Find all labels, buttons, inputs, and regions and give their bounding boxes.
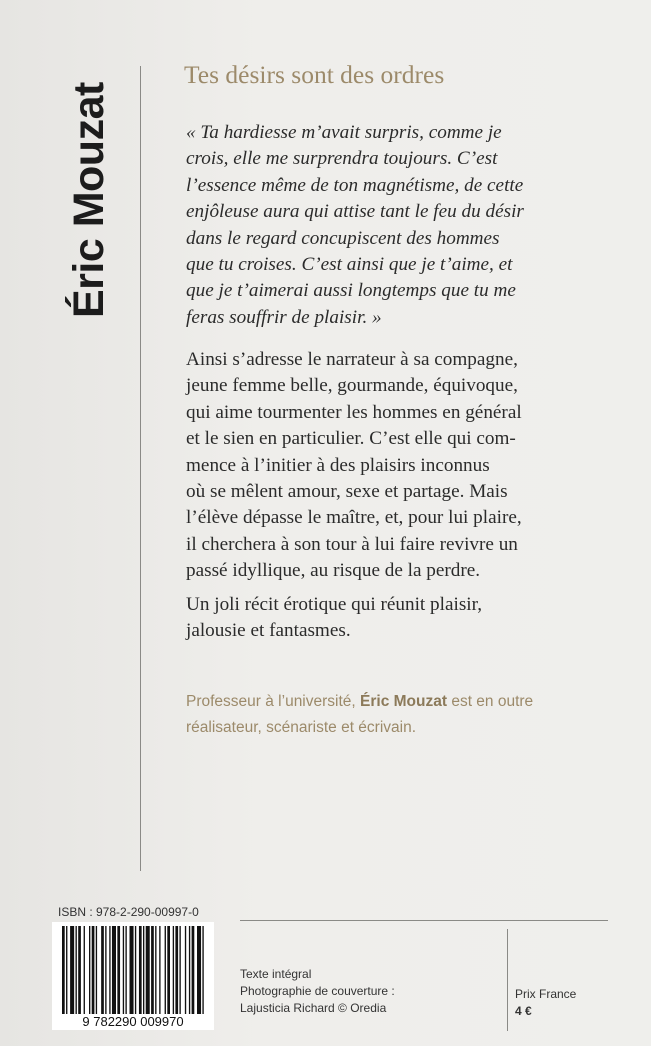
bio-prefix: Professeur à l’université, <box>186 693 361 710</box>
quote-line: l’essence même de ton magnétisme, de cette <box>186 174 524 196</box>
bio-line-2: réalisateur, scénariste et écrivain. <box>186 719 417 736</box>
summary-line: qui aime tourmenter les hommes en général <box>186 401 522 423</box>
price-block <box>515 986 576 1020</box>
credits <box>240 966 395 1017</box>
credits-line: Photographie de couverture : <box>240 984 395 998</box>
tagline-paragraph <box>186 592 616 645</box>
author-name-vertical: Éric Mouzat <box>65 82 113 318</box>
price-amount: 4 € <box>515 1004 532 1018</box>
tagline-line: jalousie et fantasmes. <box>186 620 351 642</box>
summary-line: passé idyllique, au risque de la perdre. <box>186 560 481 582</box>
quote-line: que je t’aimerai aussi longtemps que tu me <box>186 280 516 302</box>
summary-paragraph <box>186 347 616 585</box>
bio-suffix: est en outre <box>447 693 534 710</box>
barcode <box>52 922 214 1030</box>
summary-line: où se mêlent amour, sexe et partage. Mais <box>186 481 508 503</box>
quote-line: enjôleuse aura qui attise tant le feu du désir <box>186 201 524 223</box>
summary-line: Ainsi s’adresse le narrateur à sa compagne, <box>186 349 518 370</box>
summary-line: jeune femme belle, gourmande, équivoque, <box>186 375 518 397</box>
summary-line: mence à l’initier à des plaisirs inconnus <box>186 454 490 476</box>
quote-line: dans le regard concupiscent des hommes <box>186 227 500 249</box>
barcode-graphic <box>52 922 214 1030</box>
quote-line: crois, elle me surprendra toujours. C’est <box>186 148 498 170</box>
vertical-divider <box>140 66 141 871</box>
author-bio <box>186 689 616 741</box>
credits-line: Texte intégral <box>240 967 312 981</box>
book-title: Tes désirs sont des ordres <box>184 60 445 89</box>
summary-line: il cherchera à son tour à lui faire revivre un <box>186 533 518 555</box>
isbn-text: ISBN : 978-2-290-00997-0 <box>58 905 199 919</box>
summary-line: l’élève dépasse le maître, et, pour lui plaire, <box>186 507 522 529</box>
tagline-line: Un joli récit érotique qui réunit plaisir, <box>186 594 483 615</box>
price-divider <box>507 929 508 1031</box>
quote-line: « Ta hardiesse m’avait surpris, comme je <box>186 122 502 143</box>
quote-line: feras souffrir de plaisir. » <box>186 306 382 328</box>
credits-line: Lajusticia Richard © Oredia <box>240 1001 387 1015</box>
horizontal-divider <box>240 920 608 921</box>
quote-block <box>186 120 616 331</box>
summary-line: et le sien en particulier. C’est elle qui com- <box>186 428 516 450</box>
bio-author-name: Éric Mouzat <box>360 693 448 710</box>
barcode-digits: 9 782290 009970 <box>82 1014 184 1029</box>
price-label: Prix France <box>515 987 577 1001</box>
quote-line: que tu croises. C’est ainsi que je t’aime, et <box>186 254 513 276</box>
